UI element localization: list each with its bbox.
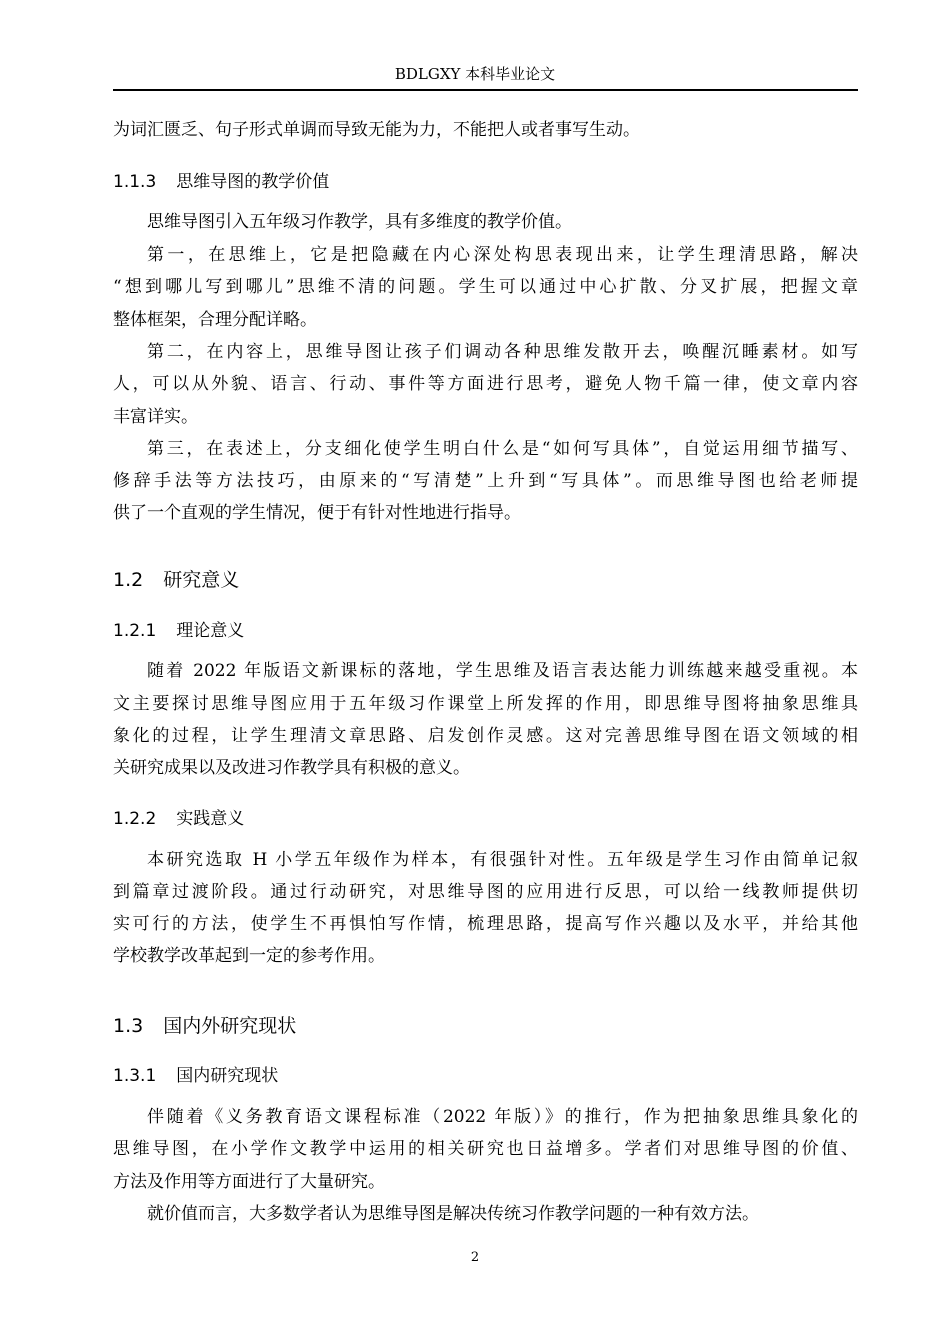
body-text-line: 丰富详实。: [113, 407, 198, 427]
running-header-title: BDLGXY 本科毕业论文: [394, 65, 556, 83]
body-text-line: 象化的过程，让学生理清文章思路、启发创作灵感。这对完善思维导图在语文领域的相: [113, 726, 858, 746]
body-text-line: 随着 2022 年版语文新课标的落地，学生思维及语言表达能力训练越来越受重视。本: [147, 661, 858, 681]
body-text-line: 方法及作用等方面进行了大量研究。: [113, 1172, 385, 1192]
heading-text: 研究意义: [163, 569, 240, 591]
body-text-line: 第一，在思维上，它是把隐藏在内心深处构思表现出来，让学生理清思路，解决: [147, 245, 858, 265]
heading-text: 国内外研究现状: [163, 1015, 297, 1037]
body-text-line: 人，可以从外貌、语言、行动、事件等方面进行思考，避免人物千篇一律，使文章内容: [113, 374, 858, 394]
heading-text: 实践意义: [176, 809, 245, 829]
body-text-line: 本研究选取 H 小学五年级作为样本，有很强针对性。五年级是学生习作由简单记叙: [147, 850, 858, 870]
section-heading-1-2-1: [113, 619, 244, 643]
heading-number: 1.2.1: [113, 621, 157, 641]
body-text-line: 学校教学改革起到一定的参考作用。: [113, 946, 385, 966]
body-text-line: 思维导图引入五年级习作教学，具有多维度的教学价值。: [147, 212, 572, 232]
heading-text: 国内研究现状: [176, 1066, 279, 1086]
section-heading-1-2-2: [113, 807, 244, 831]
body-text-line: 到篇章过渡阶段。通过行动研究，对思维导图的应用进行反思，可以给一线教师提供切: [113, 882, 858, 902]
heading-number: 1.2: [113, 569, 144, 591]
heading-text: 思维导图的教学价值: [176, 172, 330, 192]
body-text-line: 文主要探讨思维导图应用于五年级习作课堂上所发挥的作用，即思维导图将抽象思维具: [113, 694, 858, 714]
section-heading-1-1-3: [113, 170, 329, 194]
heading-text: 理论意义: [176, 621, 245, 641]
body-text-line: 思维导图，在小学作文教学中运用的相关研究也日益增多。学者们对思维导图的价值、: [113, 1139, 858, 1159]
section-heading-1-3-1: [113, 1064, 278, 1088]
heading-number: 1.3: [113, 1015, 144, 1037]
body-text-line: “想到哪儿写到哪儿”思维不清的问题。学生可以通过中心扩散、分叉扩展，把握文章: [113, 277, 858, 297]
body-text-line: 关研究成果以及改进习作教学具有积极的意义。: [113, 758, 470, 778]
body-text-line: 修辞手法等方法技巧，由原来的“写清楚”上升到“写具体”。而思维导图也给老师提: [113, 471, 858, 491]
body-text-line: 为词汇匮乏、句子形式单调而导致无能为力，不能把人或者事写生动。: [113, 120, 640, 140]
heading-number: 1.1.3: [113, 172, 157, 192]
page-number: 2: [470, 1250, 480, 1265]
section-heading-1-3: [113, 1014, 296, 1038]
heading-number: 1.2.2: [113, 809, 157, 829]
section-heading-1-2: [113, 568, 239, 592]
body-text-line: 供了一个直观的学生情况，便于有针对性地进行指导。: [113, 503, 521, 523]
body-text-line: 实可行的方法，使学生不再惧怕写作情，梳理思路，提高写作兴趣以及水平，并给其他: [113, 914, 858, 934]
header-rule: [113, 89, 858, 91]
body-text-line: 第二，在内容上，思维导图让孩子们调动各种思维发散开去，唤醒沉睡素材。如写: [147, 342, 858, 362]
body-text-line: 第三，在表述上，分支细化使学生明白什么是“如何写具体”，自觉运用细节描写、: [147, 439, 858, 459]
heading-number: 1.3.1: [113, 1066, 157, 1086]
body-text-line: 伴随着《义务教育语文课程标准（2022 年版）》的推行，作为把抽象思维具象化的: [147, 1107, 858, 1127]
body-text-line: 就价值而言，大多数学者认为思维导图是解决传统习作教学问题的一种有效方法。: [147, 1204, 759, 1224]
body-text-line: 整体框架，合理分配详略。: [113, 310, 317, 330]
